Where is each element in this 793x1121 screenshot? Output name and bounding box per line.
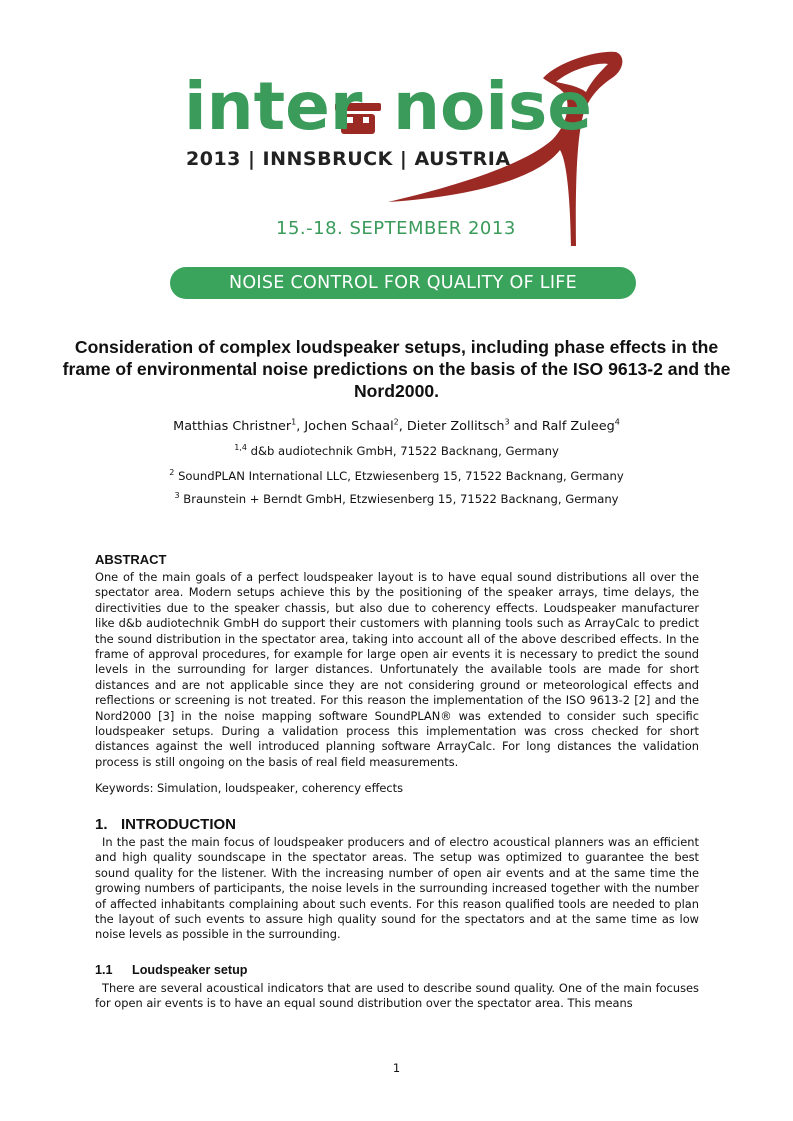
affiliation [60, 469, 733, 483]
subsection-heading [95, 963, 247, 977]
author-separator: and [509, 419, 542, 434]
affiliation-text: SoundPLAN International LLC, Etzwiesenberg 15, 71522 Backnang, Germany [178, 469, 624, 483]
author-separator: , [398, 419, 407, 434]
keywords: Keywords: Simulation, loudspeaker, coherency effects [95, 781, 404, 795]
abstract-heading: ABSTRACT [95, 552, 167, 567]
logo-word-noise: noise [393, 68, 592, 145]
section-title: INTRODUCTION [121, 816, 236, 833]
page-number: 1 [392, 1061, 401, 1075]
paper-title: Consideration of complex loudspeaker setups, including phase effects in the frame of environmental noise predictions on the basis of the ISO 9613-2 and the Nord2000. [62, 337, 731, 401]
conference-logo [0, 0, 793, 300]
author-separator: , [296, 419, 305, 434]
affiliation-text: d&b audiotechnik GmbH, 71522 Backnang, Germany [250, 444, 559, 458]
affiliation [60, 492, 733, 506]
section-heading [95, 816, 236, 833]
section-text: In the past the main focus of loudspeaker producers and of electro acoustical planners was an efficient and high quality soundscape in the spectator areas. The setup was optimized to guarantee the best sound quality for the listener. With the increasing number of open air events and at the same time the growing numbers of participants, the noise levels in the surrounding increased together with the number of affected inhabitants complaining about such events. For this reason qualified tools are needed to plan the layout of such events to assure high quality sound for the spectators and at the same time as low noise levels as possible in the surrounding. [95, 835, 699, 942]
section-number: 1. [95, 816, 108, 833]
author-sup: 4 [614, 417, 620, 427]
author-sup: 3 [504, 417, 510, 427]
affiliation-text: Braunstein + Berndt GmbH, Etzwiesenberg 15, 71522 Backnang, Germany [183, 492, 619, 506]
author-name: Matthias Christner [173, 419, 292, 434]
subsection-text: There are several acoustical indicators that are used to describe sound quality. One of the main focuses for open air events is to have an equal sound distribution over the spectator area. This means [95, 981, 699, 1011]
author-sup: 2 [393, 417, 399, 427]
conference-dates: 15.-18. SEPTEMBER 2013 [276, 218, 516, 239]
abstract-text: One of the main goals of a perfect loudspeaker layout is to have equal sound distributions all over the spectator area. Modern setups achieve this by the positioning of the speaker arrays, time delays, the directivities due to the speaker chassis, but also due to coherency effects. Loudspeaker manufacturer like d&b audiotechnik GmbH do support their customers with planning tools such as ArrayCalc to predict the sound distribution in the spectator area, taking into account all of the above described effects. In the frame of approval procedures, for example for large open air events it is necessary to predict the sound levels in the surrounding for larger distances. Unfortunately the available tools are made for short distances and are not applicable since they are not considering ground or meteorological effects and reflections or screening is not treated. For this reason the implementation of the ISO 9613-2 [2] and the Nord2000 [3] in the noise mapping software SoundPLAN® was extended to consider such specific loudspeaker setups. During a validation process this implementation was cross checked for short distances against the well introduced planning software ArrayCalc. For long distances the validation process is still ongoing on the basis of real field measurements. [95, 570, 699, 769]
author-list [60, 419, 733, 434]
affiliation-sup: 1,4 [234, 443, 247, 453]
affiliation [60, 444, 733, 458]
subsection-title: Loudspeaker setup [132, 963, 248, 977]
subsection-number: 1.1 [95, 963, 113, 977]
affiliation-sup: 2 [169, 468, 175, 478]
logo-word-inter: inter [184, 68, 363, 145]
affiliation-sup: 3 [174, 491, 180, 501]
author-name: Dieter Zollitsch [406, 419, 505, 434]
author-name: Jochen Schaal [304, 419, 394, 434]
conference-location: 2013 | INNSBRUCK | AUSTRIA [186, 148, 511, 170]
conference-motto-banner: NOISE CONTROL FOR QUALITY OF LIFE [170, 267, 636, 299]
author-name: Ralf Zuleeg [541, 419, 615, 434]
author-sup: 1 [291, 417, 297, 427]
